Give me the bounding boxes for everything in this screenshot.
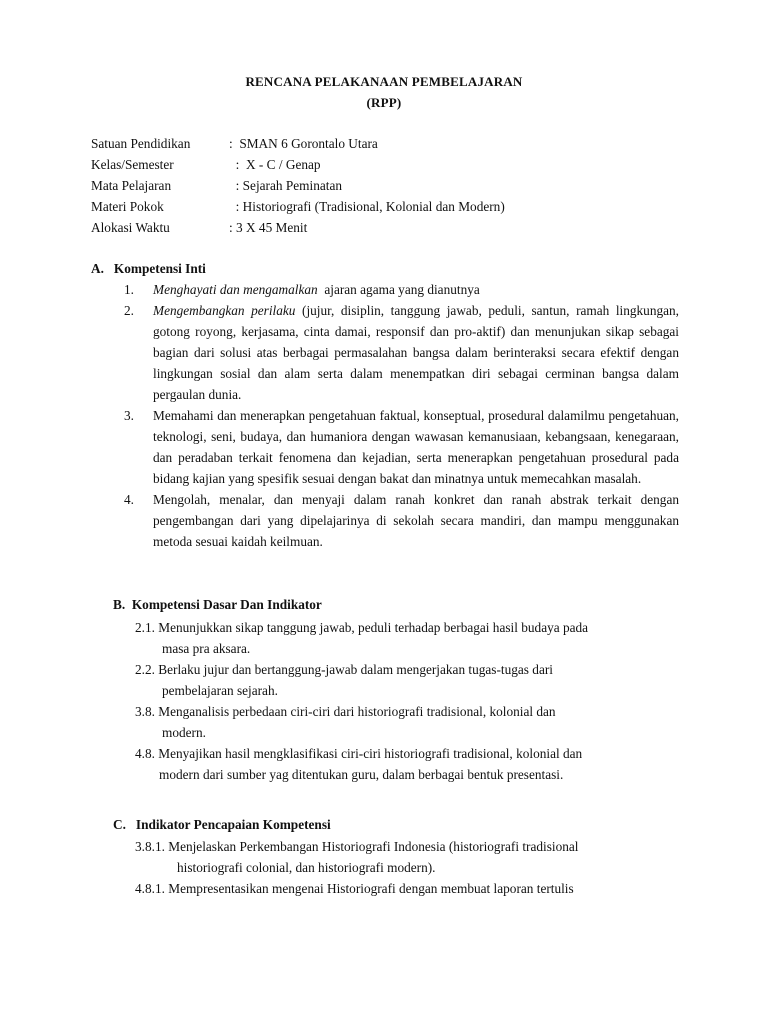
info-row-subject: Mata Pelajaran : Sejarah Peminatan — [91, 178, 342, 193]
info-row-time: Alokasi Waktu : 3 X 45 Menit — [91, 220, 308, 235]
kompetensi-inti-list — [124, 279, 679, 552]
list-item: 4.8. Menyajikan hasil mengklasifikasi ciri-ciri historiografi tradisional, kolonial dan modern dari sumber yag ditentukan guru, dalam berbagai bentuk presentasi. — [135, 746, 583, 782]
indikator-list — [135, 836, 675, 899]
list-item: 2.2. Berlaku jujur dan bertanggung-jawab dalam mengerjakan tugas-tugas dari pembelajaran sejarah. — [135, 662, 553, 698]
list-item: 1. Menghayati dan mengamalkan ajaran agama yang dianutnya — [124, 282, 480, 297]
list-item: 2.1. Menunjukkan sikap tanggung jawab, peduli terhadap berbagai hasil budaya pada masa pra aksara. — [135, 620, 589, 656]
document-title: RENCANA PELAKANAAN PEMBELAJARAN — [245, 74, 523, 89]
section-a-heading: A. Kompetensi Inti — [91, 261, 206, 276]
document-subtitle: (RPP) — [366, 95, 402, 110]
list-item: 3.8. Menganalisis perbedaan ciri-ciri dari historiografi tradisional, kolonial dan modern. — [135, 704, 556, 740]
section-b-heading: B. Kompetensi Dasar Dan Indikator — [113, 597, 322, 612]
info-row-school: Satuan Pendidikan : SMAN 6 Gorontalo Utara — [91, 136, 378, 151]
identity-block — [91, 133, 505, 238]
info-row-class: Kelas/Semester : X - C / Genap — [91, 157, 321, 172]
list-item: 3. Memahami dan menerapkan pengetahuan faktual, konseptual, prosedural dalamilmu pengetahuan, teknologi, seni, budaya, dan humaniora dengan wawasan kemanusiaan, kebangsaan, kenegaraan, dan peradaban terkait fenomena dan kejadian, serta menerapkan pengetahuan prosedural pada bidang kajian yang spesifik sesuai dengan bakat dan minatnya untuk memecahkan masalah. — [124, 408, 679, 486]
list-item: 3.8.1. Menjelaskan Perkembangan Historiografi Indonesia (historiografi tradisional historiografi colonial, dan historiografi modern). — [135, 839, 579, 875]
list-item: 4. Mengolah, menalar, dan menyaji dalam ranah konkret dan ranah abstrak terkait dengan pengembangan dari yang dipelajarinya di sekolah secara mandiri, dan mampu menggunakan metoda sesuai kaidah keilmuan. — [124, 492, 679, 549]
list-item: 2. Mengembangkan perilaku (jujur, disiplin, tanggung jawab, peduli, santun, ramah lingkungan, gotong royong, kerjasama, cinta damai, responsif dan pro-aktif) dan menunjukan sikap sebagai bagian dari solusi atas berbagai permasalahan bangsa dalam berinteraksi secara efektif dengan lingkungan sosial dan alam serta dalam menempatkan diri sebagai cerminan bangsa dalam pergaulan dunia. — [124, 303, 679, 402]
info-row-topic: Materi Pokok : Historiografi (Tradisional, Kolonial dan Modern) — [91, 199, 505, 214]
list-item: 4.8.1. Mempresentasikan mengenai Historiografi dengan membuat laporan tertulis — [135, 881, 574, 896]
kompetensi-dasar-list — [135, 617, 675, 785]
section-c-heading: C. Indikator Pencapaian Kompetensi — [113, 817, 331, 832]
